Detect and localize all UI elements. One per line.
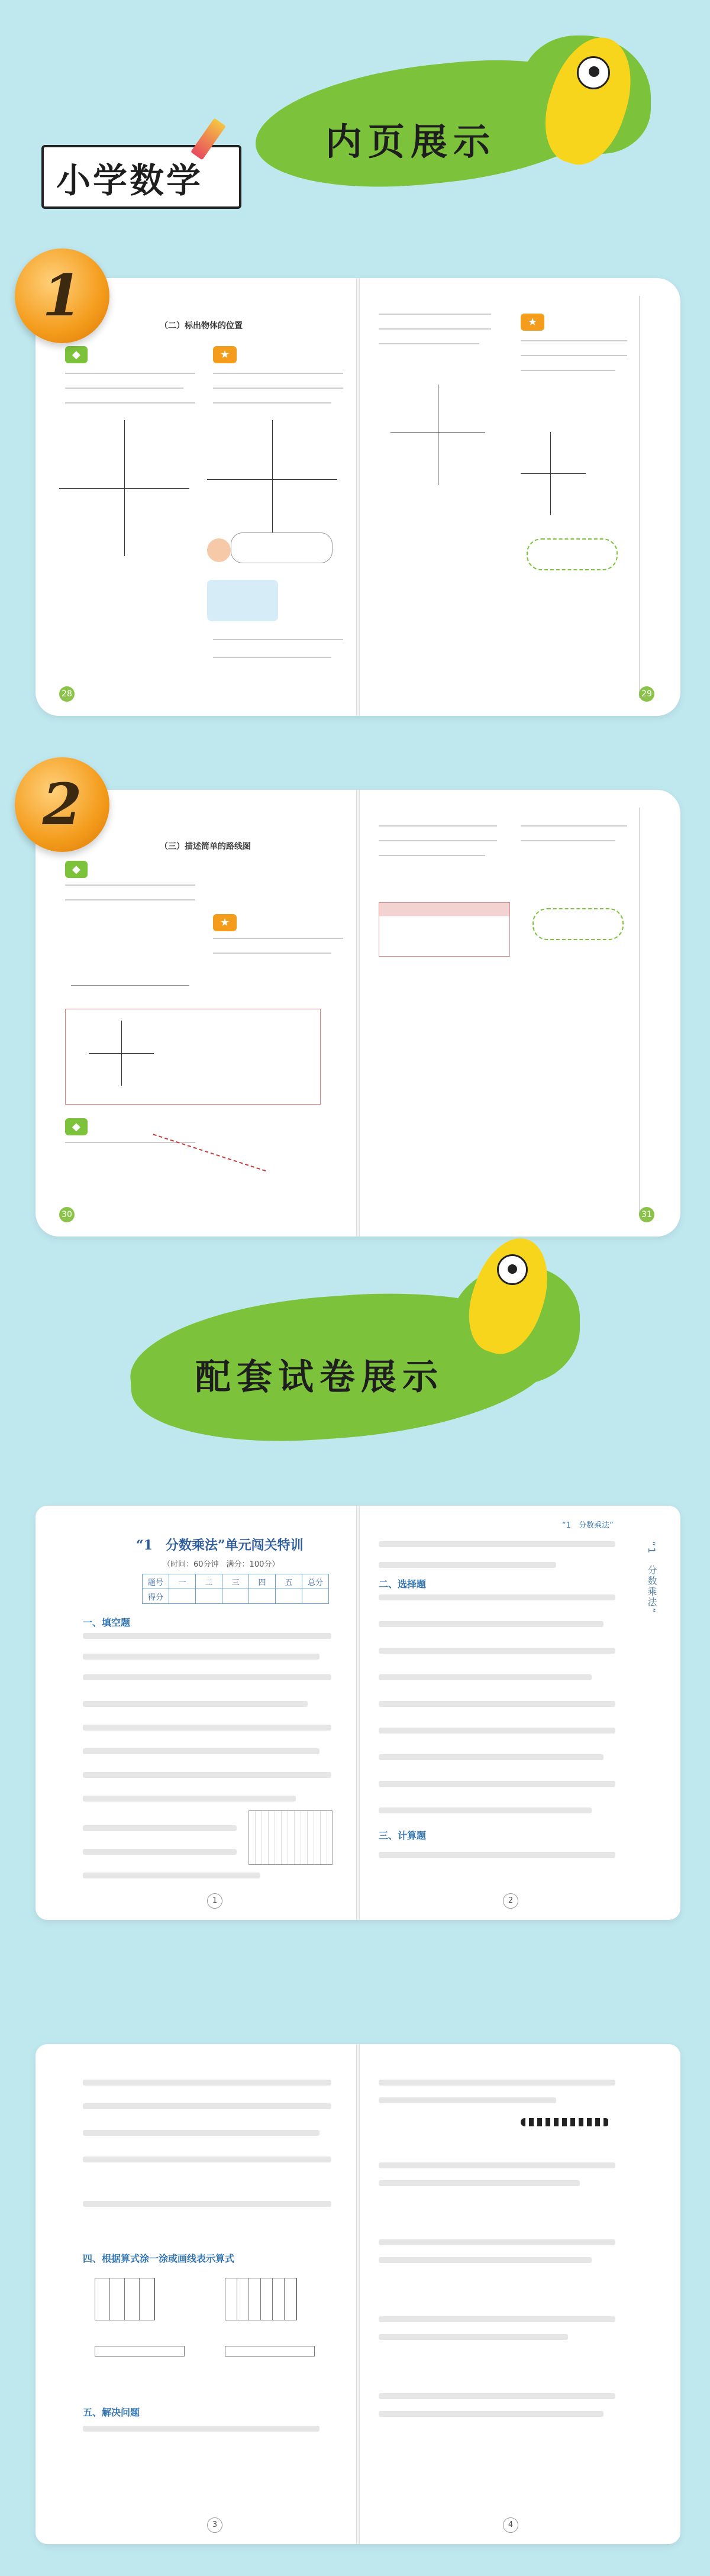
brand-label: 小学数学 [56, 160, 204, 201]
text-line [213, 639, 343, 640]
text-line [379, 840, 497, 841]
section-heading: 一、填空题 [83, 1617, 131, 1628]
score-cell [302, 1589, 329, 1604]
question-line [379, 1754, 604, 1760]
grid-box [65, 1009, 321, 1105]
text-line [65, 402, 195, 403]
text-line [521, 355, 627, 356]
question-line [379, 2316, 615, 2322]
text-line [213, 388, 343, 389]
section-heading: 五、解决问题 [83, 2407, 140, 2418]
page-number: 4 [503, 2517, 518, 2533]
score-header: 三 [222, 1574, 249, 1589]
score-cell [169, 1589, 196, 1604]
question-line [379, 2239, 615, 2245]
text-line [521, 340, 627, 341]
diagram-axis [521, 473, 586, 474]
tip-badge [527, 538, 618, 570]
spread-1-title: （二）标出物体的位置 [160, 321, 243, 331]
text-line [213, 938, 343, 939]
section-heading: 三、计算题 [379, 1830, 427, 1841]
score-header: 四 [249, 1574, 276, 1589]
spread-2-tag-3: ◆ [65, 1118, 88, 1135]
score-header: 一 [169, 1574, 196, 1589]
score-cell [276, 1589, 302, 1604]
question-line [379, 1562, 556, 1568]
section-heading: 四、根据算式涂一涂或画线表示算式 [83, 2253, 235, 2264]
question-line [379, 2411, 604, 2417]
spread-1 [36, 278, 680, 716]
spread-1-number: 1 [15, 248, 109, 343]
question-line [379, 1648, 615, 1654]
spread-2-tag-2: ★ [213, 914, 237, 931]
question-line [379, 1728, 615, 1734]
quiz-spread-1-gutter [356, 1506, 360, 1920]
question-line [83, 1701, 308, 1707]
mascot-2-pupil [508, 1264, 517, 1274]
path-diagram [137, 1134, 266, 1222]
question-line [83, 1633, 331, 1639]
text-line [521, 370, 615, 371]
page-number: 30 [59, 1207, 75, 1222]
child-illustration [207, 538, 231, 562]
text-line [65, 388, 183, 389]
question-line [83, 2080, 331, 2086]
text-line [521, 840, 615, 841]
speech-bubble [231, 532, 333, 563]
margin-divider [639, 808, 640, 1216]
text-line [65, 885, 195, 886]
question-line [379, 2080, 615, 2086]
question-line [379, 1541, 615, 1547]
fraction-grid [225, 2278, 297, 2320]
route-table [379, 902, 510, 957]
info-box [207, 580, 278, 621]
spread-2-gutter [356, 790, 360, 1237]
question-line [83, 1654, 320, 1660]
question-line [379, 2097, 556, 2103]
margin-divider [639, 296, 640, 698]
diagram-axis [207, 479, 337, 480]
quiz-meta: （时间：60分钟 满分：100分） [163, 1560, 280, 1569]
score-row-label: 得分 [143, 1589, 169, 1604]
spread-2-number: 2 [15, 757, 109, 852]
question-line [83, 1825, 237, 1831]
score-table [142, 1574, 329, 1604]
diagram-axis [59, 488, 189, 489]
text-line [213, 953, 331, 954]
text-line [379, 343, 479, 344]
inner-pages-heading: 内页展示 [325, 120, 496, 163]
quiz-spread-2-gutter [356, 2044, 360, 2544]
page-number: 29 [639, 686, 654, 702]
question-line [379, 1621, 604, 1627]
spread-1-gutter [356, 278, 360, 716]
score-header: 总分 [302, 1574, 329, 1589]
question-line [83, 1772, 331, 1778]
question-line [83, 1725, 331, 1731]
score-cell [249, 1589, 276, 1604]
question-line [83, 2426, 320, 2432]
fraction-grid [95, 2278, 155, 2320]
page-number: 31 [639, 1207, 654, 1222]
question-line [83, 1674, 331, 1680]
question-line [83, 1796, 296, 1802]
text-line [213, 657, 331, 658]
tip-badge [532, 908, 624, 940]
route-diagram [71, 914, 189, 986]
bead-chain-illustration [521, 2118, 609, 2126]
page-number: 3 [207, 2517, 222, 2533]
question-line [379, 2180, 580, 2186]
text-line [379, 328, 491, 330]
text-line [379, 825, 497, 827]
score-cell [222, 1589, 249, 1604]
question-line [379, 2257, 592, 2263]
question-line [83, 2103, 331, 2109]
question-line [83, 1748, 320, 1754]
question-line [379, 1674, 592, 1680]
section-heading: 二、选择题 [379, 1578, 427, 1590]
question-line [379, 1781, 615, 1787]
spread-1-tag-2: ★ [213, 346, 237, 363]
score-cell [196, 1589, 222, 1604]
page-number: 28 [59, 686, 75, 702]
question-line [379, 2393, 615, 2399]
test-papers-heading: 配套试卷展示 [195, 1357, 444, 1398]
text-line [65, 899, 195, 900]
question-line [83, 1849, 237, 1855]
score-header: 五 [276, 1574, 302, 1589]
quiz-spread-2 [36, 2044, 680, 2544]
quiz-spread-1 [36, 1506, 680, 1920]
page-number: 1 [207, 1893, 222, 1909]
text-line [379, 855, 485, 856]
text-line [521, 825, 627, 827]
number-line [95, 2346, 185, 2357]
spread-2-tag-1: ◆ [65, 861, 88, 878]
spread-1-tag-3: ★ [521, 314, 544, 331]
spread-2-title: （三）描述简单的路线图 [160, 842, 251, 851]
question-line [379, 1807, 592, 1813]
question-line [83, 2201, 331, 2207]
question-line [379, 1701, 615, 1707]
question-line [83, 2130, 320, 2136]
mascot-1-pupil [589, 66, 599, 77]
quiz-title: “1 分数乘法”单元闯关特训 [136, 1538, 304, 1553]
text-line [65, 373, 195, 374]
diagram-axis [89, 1053, 154, 1054]
text-line [213, 402, 331, 403]
question-line [83, 2157, 331, 2162]
side-label: “1 分数乘法” [562, 1521, 614, 1530]
question-line [379, 2162, 615, 2168]
page-number: 2 [503, 1893, 518, 1909]
question-line [379, 1852, 615, 1858]
question-line [379, 1594, 615, 1600]
spread-2 [36, 790, 680, 1237]
score-header: 二 [196, 1574, 222, 1589]
side-title: “1 分数乘法” [646, 1541, 657, 1614]
text-line [379, 314, 491, 315]
score-header: 题号 [143, 1574, 169, 1589]
question-line [379, 2334, 568, 2340]
question-line [83, 1873, 260, 1878]
bar-graph [248, 1810, 333, 1865]
number-line [225, 2346, 315, 2357]
spread-1-tag-1: ◆ [65, 346, 88, 363]
text-line [213, 373, 343, 374]
